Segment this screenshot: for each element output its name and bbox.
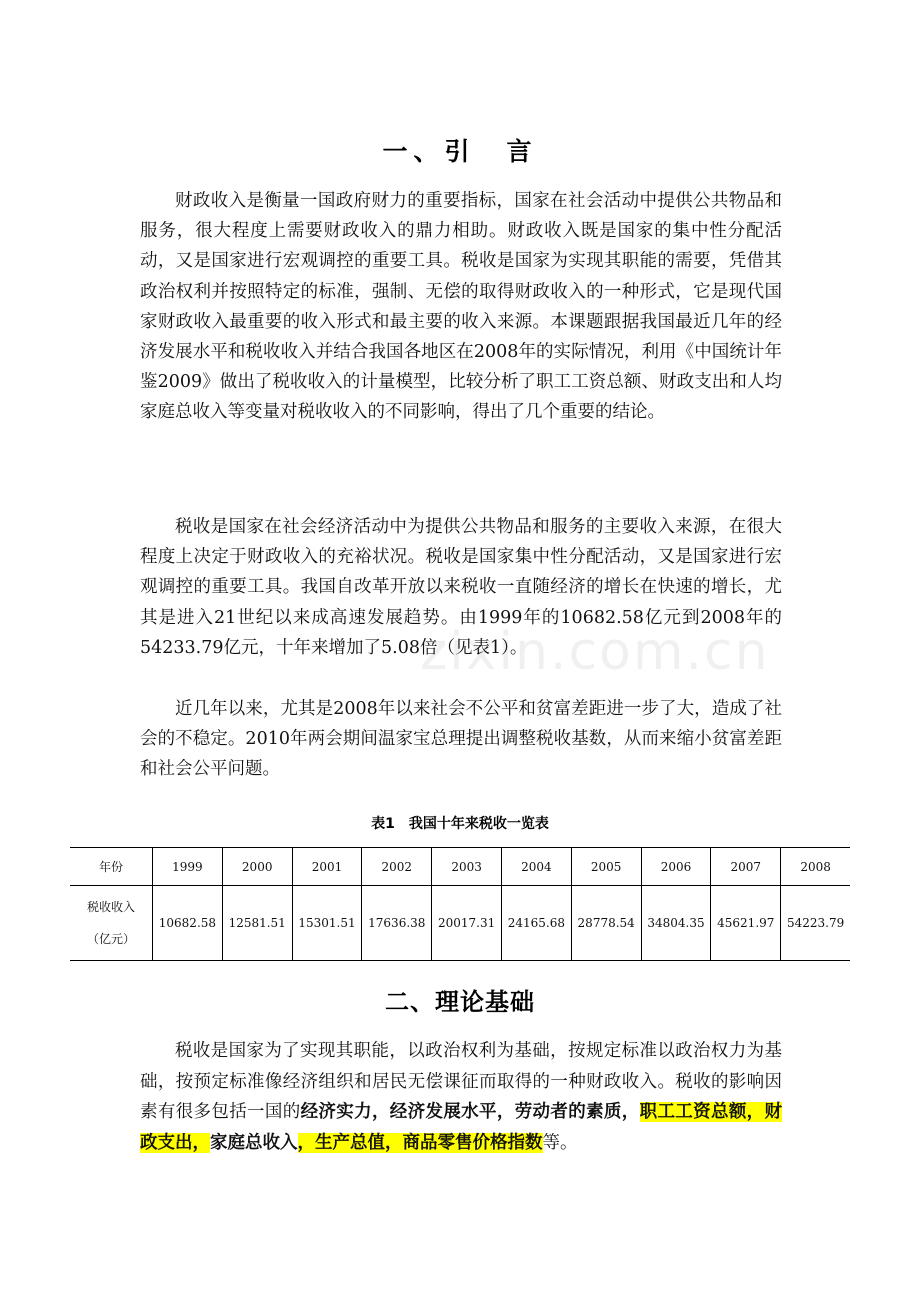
table-value-cell: 28778.54 xyxy=(571,886,641,961)
section-2-paragraph xyxy=(140,1036,782,1158)
table-value-cell: 12581.51 xyxy=(222,886,292,961)
table-year-cell: 2003 xyxy=(432,848,502,886)
bold-factors-1: 经济实力，经济发展水平，劳动者的素质 xyxy=(300,1102,622,1122)
table-year-cell: 2008 xyxy=(781,848,850,886)
table-1-caption-title: 我国十年来税收一览表 xyxy=(408,816,549,832)
table-1-caption-number: 表1 xyxy=(371,816,395,832)
table-year-cell: 2001 xyxy=(292,848,362,886)
table-value-cell: 45621.97 xyxy=(711,886,781,961)
table-value-cell: 54223.79 xyxy=(781,886,850,961)
section-1-title: 一、引 言 xyxy=(382,137,538,166)
bold-factors-2: 家庭总收入 xyxy=(210,1132,298,1153)
section-2-tail-text: 等。 xyxy=(542,1132,578,1153)
watermark: zixin.com.cn xyxy=(420,622,770,682)
table-row-label-line-1: 税收收入 xyxy=(86,900,135,914)
table-year-cell: 2004 xyxy=(501,848,571,886)
table-value-cell: 34804.35 xyxy=(641,886,711,961)
table-value-cell: 17636.38 xyxy=(362,886,432,961)
table-year-cell: 2007 xyxy=(711,848,781,886)
table-1-caption xyxy=(0,813,920,833)
section-1-paragraph-1: 财政收入是衡量一国政府财力的重要指标，国家在社会活动中提供公共物品和服务，很大程度上需要财政收入的鼎力相助。财政收入既是国家的集中性分配活动，又是国家进行宏观调控的重要工具。税收是国家为实现其职能的需要，凭借其政治权利并按照特定的标准，强制、无偿的取得财政收入的一种形式，它是现代国家财政收入最重要的收入形式和最主要的收入来源。本课题跟据我国最近几年的经济发展水平和税收收入并结合我国各地区在2008年的实际情况，利用《中国统计年鉴2009》做出了税收收入的计量模型，比较分析了职工工资总额、财政支出和人均家庭总收入等变量对税收收入的不同影响，得出了几个重要的结论。 xyxy=(140,191,782,423)
table-year-cell: 2000 xyxy=(222,848,292,886)
table-header-row xyxy=(70,848,850,886)
table-year-cell: 2006 xyxy=(641,848,711,886)
section-2-title: 二、理论基础 xyxy=(385,988,535,1016)
bold-comma: ， xyxy=(621,1102,640,1122)
highlighted-factors-1: 职工工资总额，财政支出， xyxy=(140,1102,783,1153)
table-value-cell: 10682.58 xyxy=(153,886,223,961)
tax-revenue-table xyxy=(70,847,850,961)
table-year-cell: 2002 xyxy=(362,848,432,886)
table-row-label xyxy=(70,886,153,961)
section-2-intro-text: 税收是国家为了实现其职能，以政治权利为基础，按规定标准以政治权力为基础，按预定标准像经济组织和居民无偿课征而取得的一种财政收入。税收的影响因素有很多包括一国的 xyxy=(140,1041,782,1122)
highlighted-factors-2: ，生产总值，商品零售价格指数 xyxy=(297,1132,543,1153)
table-row-label-line-2: （亿元） xyxy=(86,932,135,946)
table-year-cell: 1999 xyxy=(153,848,223,886)
table-header-label: 年份 xyxy=(70,848,153,886)
table-value-cell: 24165.68 xyxy=(501,886,571,961)
section-1-paragraph-3: 近几年以来，尤其是2008年以来社会不公平和贫富差距进一步了大，造成了社会的不稳定。2010年两会期间温家宝总理提出调整税收基数，从而来缩小贫富差距和社会公平问题。 xyxy=(140,699,782,780)
table-value-cell: 15301.51 xyxy=(292,886,362,961)
table-value-row xyxy=(70,886,850,961)
table-value-cell: 20017.31 xyxy=(432,886,502,961)
table-year-cell: 2005 xyxy=(571,848,641,886)
section-1-paragraph-2: 税收是国家在社会经济活动中为提供公共物品和服务的主要收入来源，在很大程度上决定于财政收入的充裕状况。税收是国家集中性分配活动，又是国家进行宏观调控的重要工具。我国自改革开放以来税收一直随经济的增长在快速的增长，尤其是进入21世纪以来成高速发展趋势。由1999年的10682.58亿元到2008年的54233.79亿元，十年来增加了5.08倍（见表1）。 xyxy=(140,517,782,658)
